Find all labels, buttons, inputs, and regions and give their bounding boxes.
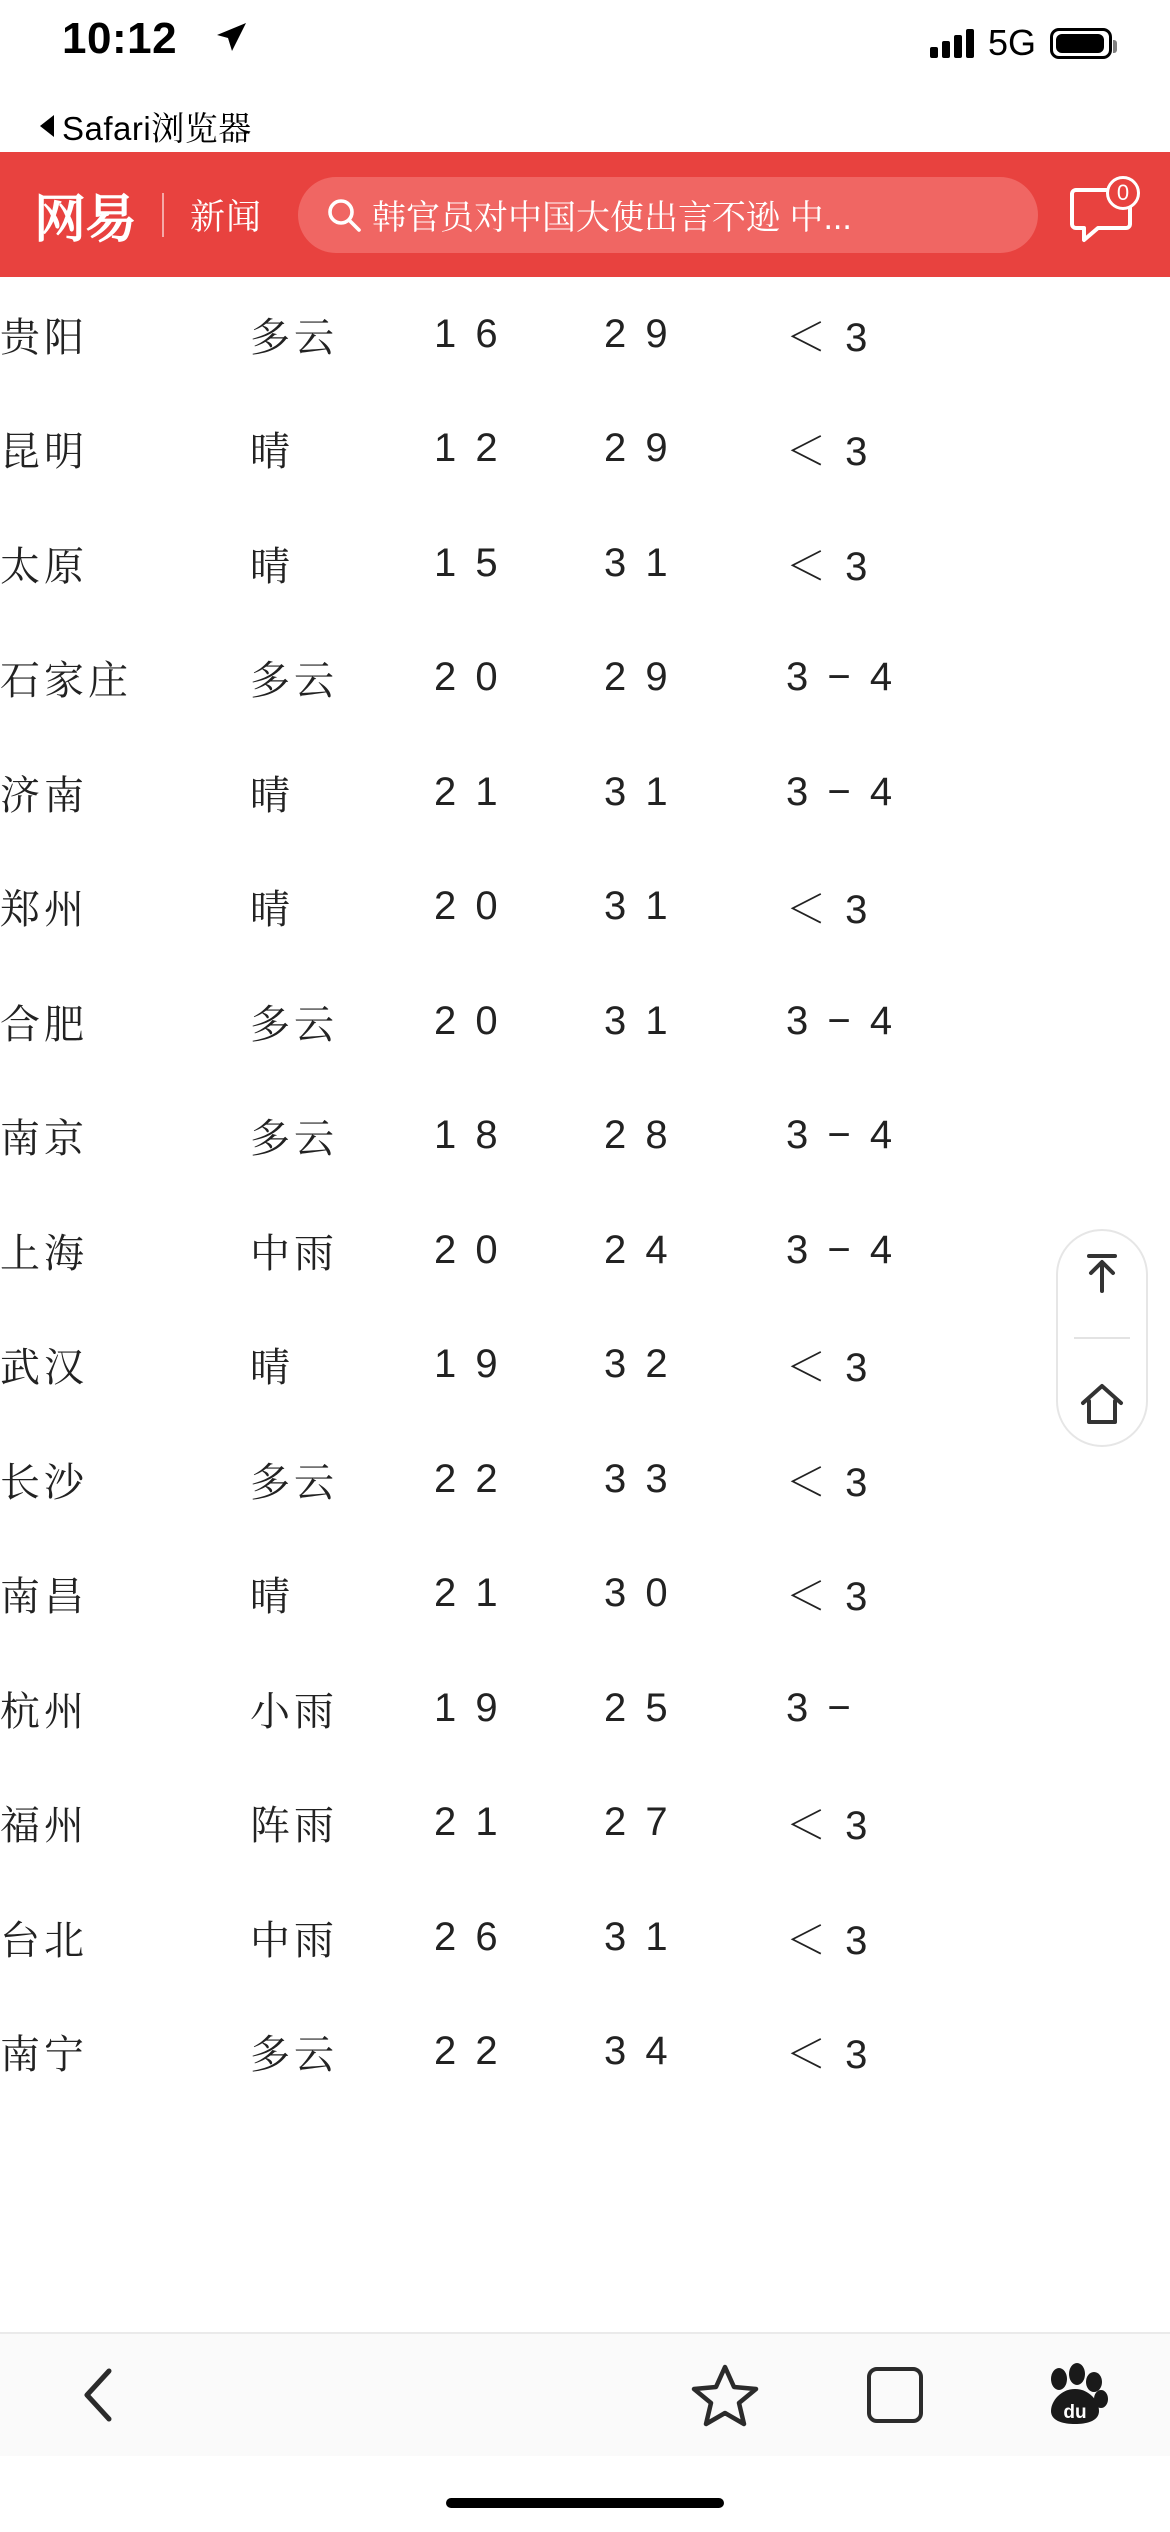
app-bar bbox=[0, 152, 1170, 277]
weather-row-city: 贵阳 bbox=[0, 315, 88, 360]
status-bar-indicators bbox=[930, 22, 1112, 64]
weather-row-high: 2 9 bbox=[604, 311, 672, 356]
weather-row-sky: 阵雨 bbox=[250, 1804, 338, 1849]
cellular-signal-icon bbox=[930, 28, 974, 58]
weather-row-wind: 3 − 4 bbox=[786, 998, 897, 1043]
weather-row-sky: 晴 bbox=[250, 1575, 294, 1620]
weather-row-city: 上海 bbox=[0, 1231, 88, 1276]
weather-row-sky: 多云 bbox=[250, 2033, 338, 2078]
table-row bbox=[0, 1537, 1170, 1652]
weather-row-wind: 3 − 4 bbox=[786, 1227, 897, 1272]
weather-row-city: 武汉 bbox=[0, 1346, 88, 1391]
weather-row-high: 3 1 bbox=[604, 998, 672, 1043]
weather-row-sky: 晴 bbox=[250, 1346, 294, 1391]
weather-row-high: 2 8 bbox=[604, 1113, 672, 1158]
weather-row-high: 3 3 bbox=[604, 1456, 672, 1501]
table-row bbox=[0, 1766, 1170, 1881]
weather-row-city: 南宁 bbox=[0, 2033, 88, 2078]
weather-row-sky: 晴 bbox=[250, 888, 294, 933]
weather-row-low: 2 1 bbox=[434, 769, 502, 814]
baidu-button[interactable] bbox=[980, 2361, 1170, 2429]
table-row bbox=[0, 1079, 1170, 1194]
table-row bbox=[0, 392, 1170, 507]
weather-row-wind: 3 − bbox=[786, 1685, 855, 1730]
section-label[interactable]: 新闻 bbox=[190, 197, 263, 237]
weather-row-city: 济南 bbox=[0, 773, 88, 818]
arrow-up-icon[interactable] bbox=[1075, 1245, 1129, 1299]
weather-row-sky: 小雨 bbox=[250, 1689, 338, 1734]
network-type-label: 5G bbox=[987, 22, 1036, 63]
table-row bbox=[0, 1651, 1170, 1766]
weather-row-wind: ＜ 3 bbox=[786, 430, 872, 475]
weather-row-wind: ＜ 3 bbox=[786, 1460, 872, 1505]
weather-row-high: 3 0 bbox=[604, 1571, 672, 1616]
weather-row-sky: 多云 bbox=[250, 1002, 338, 1047]
weather-row-sky: 晴 bbox=[250, 773, 294, 818]
netease-logo[interactable]: 网易 bbox=[34, 192, 137, 249]
weather-row-low: 1 9 bbox=[434, 1685, 502, 1730]
table-row bbox=[0, 277, 1170, 392]
star-outline-icon bbox=[691, 2361, 759, 2429]
weather-row-sky: 多云 bbox=[250, 659, 338, 704]
weather-row-city: 石家庄 bbox=[0, 659, 132, 704]
table-row bbox=[0, 964, 1170, 1079]
square-outline-icon bbox=[867, 2367, 923, 2423]
weather-row-high: 2 7 bbox=[604, 1800, 672, 1845]
weather-row-wind: ＜ 3 bbox=[786, 2033, 872, 2078]
search-icon bbox=[324, 195, 364, 235]
weather-row-sky: 多云 bbox=[250, 1460, 338, 1505]
fab-divider bbox=[1074, 1337, 1130, 1339]
weather-row-high: 3 4 bbox=[604, 2029, 672, 2074]
weather-row-sky: 中雨 bbox=[250, 1231, 338, 1276]
weather-row-sky: 多云 bbox=[250, 1117, 338, 1162]
chevron-left-icon bbox=[75, 2363, 125, 2427]
status-bar bbox=[0, 0, 1170, 100]
table-row bbox=[0, 1995, 1170, 2110]
svg-text:du: du bbox=[1063, 2402, 1087, 2423]
message-button[interactable] bbox=[1068, 179, 1134, 246]
triangle-left-icon bbox=[40, 115, 54, 137]
table-row bbox=[0, 1193, 1170, 1308]
return-to-safari[interactable] bbox=[0, 100, 1170, 152]
home-icon[interactable] bbox=[1075, 1377, 1129, 1431]
weather-row-wind: 3 − 4 bbox=[786, 655, 897, 700]
baidu-paw-icon bbox=[1041, 2361, 1109, 2429]
weather-row-city: 台北 bbox=[0, 1918, 88, 1963]
table-row bbox=[0, 850, 1170, 965]
weather-row-low: 1 5 bbox=[434, 540, 502, 585]
weather-row-wind: ＜ 3 bbox=[786, 888, 872, 933]
weather-row-city: 南京 bbox=[0, 1117, 88, 1162]
home-indicator-area bbox=[0, 2456, 1170, 2532]
weather-row-sky: 中雨 bbox=[250, 1918, 338, 1963]
table-row bbox=[0, 621, 1170, 736]
weather-row-wind: ＜ 3 bbox=[786, 315, 872, 360]
status-bar-time: 10:12 bbox=[62, 14, 178, 63]
floating-action-buttons bbox=[1056, 1229, 1148, 1447]
table-row bbox=[0, 1880, 1170, 1995]
weather-row-low: 1 6 bbox=[434, 311, 502, 356]
weather-row-wind: ＜ 3 bbox=[786, 1804, 872, 1849]
return-to-safari-label: Safari浏览器 bbox=[62, 109, 252, 147]
weather-row-city: 太原 bbox=[0, 544, 88, 589]
battery-full-icon bbox=[1050, 28, 1112, 59]
weather-row-city: 长沙 bbox=[0, 1460, 88, 1505]
table-row bbox=[0, 735, 1170, 850]
table-row bbox=[0, 506, 1170, 621]
weather-row-low: 2 0 bbox=[434, 884, 502, 929]
weather-row-low: 2 0 bbox=[434, 998, 502, 1043]
weather-row-wind: ＜ 3 bbox=[786, 544, 872, 589]
table-row bbox=[0, 1308, 1170, 1423]
weather-row-low: 2 2 bbox=[434, 2029, 502, 2074]
weather-row-high: 2 9 bbox=[604, 655, 672, 700]
weather-row-wind: ＜ 3 bbox=[786, 1346, 872, 1391]
weather-row-high: 2 5 bbox=[604, 1685, 672, 1730]
weather-row-city: 合肥 bbox=[0, 1002, 88, 1047]
weather-list-content bbox=[0, 277, 1170, 2112]
browser-bottom-bar bbox=[0, 2332, 1170, 2456]
back-button[interactable] bbox=[0, 2363, 200, 2427]
weather-row-high: 2 9 bbox=[604, 426, 672, 471]
weather-table bbox=[0, 277, 1170, 2109]
weather-row-city: 郑州 bbox=[0, 888, 88, 933]
weather-row-low: 1 2 bbox=[434, 426, 502, 471]
weather-row-city: 杭州 bbox=[0, 1689, 88, 1734]
weather-row-low: 2 6 bbox=[434, 1914, 502, 1959]
weather-row-high: 3 1 bbox=[604, 769, 672, 814]
weather-row-wind: 3 − 4 bbox=[786, 1113, 897, 1158]
location-arrow-icon bbox=[214, 20, 248, 54]
weather-row-high: 3 1 bbox=[604, 540, 672, 585]
search-query-text: 韩官员对中国大使出言不逊 中... bbox=[372, 199, 852, 237]
weather-row-city: 昆明 bbox=[0, 430, 88, 475]
weather-row-low: 1 8 bbox=[434, 1113, 502, 1158]
weather-row-high: 3 1 bbox=[604, 1914, 672, 1959]
weather-row-low: 2 0 bbox=[434, 1227, 502, 1272]
weather-row-wind: ＜ 3 bbox=[786, 1918, 872, 1963]
weather-row-sky: 多云 bbox=[250, 315, 338, 360]
weather-row-low: 2 1 bbox=[434, 1800, 502, 1845]
weather-row-city: 南昌 bbox=[0, 1575, 88, 1620]
tabs-button[interactable] bbox=[810, 2367, 980, 2423]
table-row bbox=[0, 1422, 1170, 1537]
weather-row-low: 2 0 bbox=[434, 655, 502, 700]
weather-row-low: 1 9 bbox=[434, 1342, 502, 1387]
weather-row-high: 3 2 bbox=[604, 1342, 672, 1387]
weather-row-wind: 3 − 4 bbox=[786, 769, 897, 814]
logo-divider bbox=[162, 193, 164, 237]
favorite-button[interactable] bbox=[640, 2361, 810, 2429]
weather-row-sky: 晴 bbox=[250, 430, 294, 475]
weather-row-low: 2 2 bbox=[434, 1456, 502, 1501]
weather-row-city: 福州 bbox=[0, 1804, 88, 1849]
weather-row-high: 2 4 bbox=[604, 1227, 672, 1272]
message-badge: 0 bbox=[1106, 176, 1140, 210]
weather-row-high: 3 1 bbox=[604, 884, 672, 929]
home-indicator[interactable] bbox=[446, 2498, 724, 2508]
weather-row-low: 2 1 bbox=[434, 1571, 502, 1616]
search-input[interactable] bbox=[298, 177, 1038, 253]
weather-row-sky: 晴 bbox=[250, 544, 294, 589]
weather-row-wind: ＜ 3 bbox=[786, 1575, 872, 1620]
